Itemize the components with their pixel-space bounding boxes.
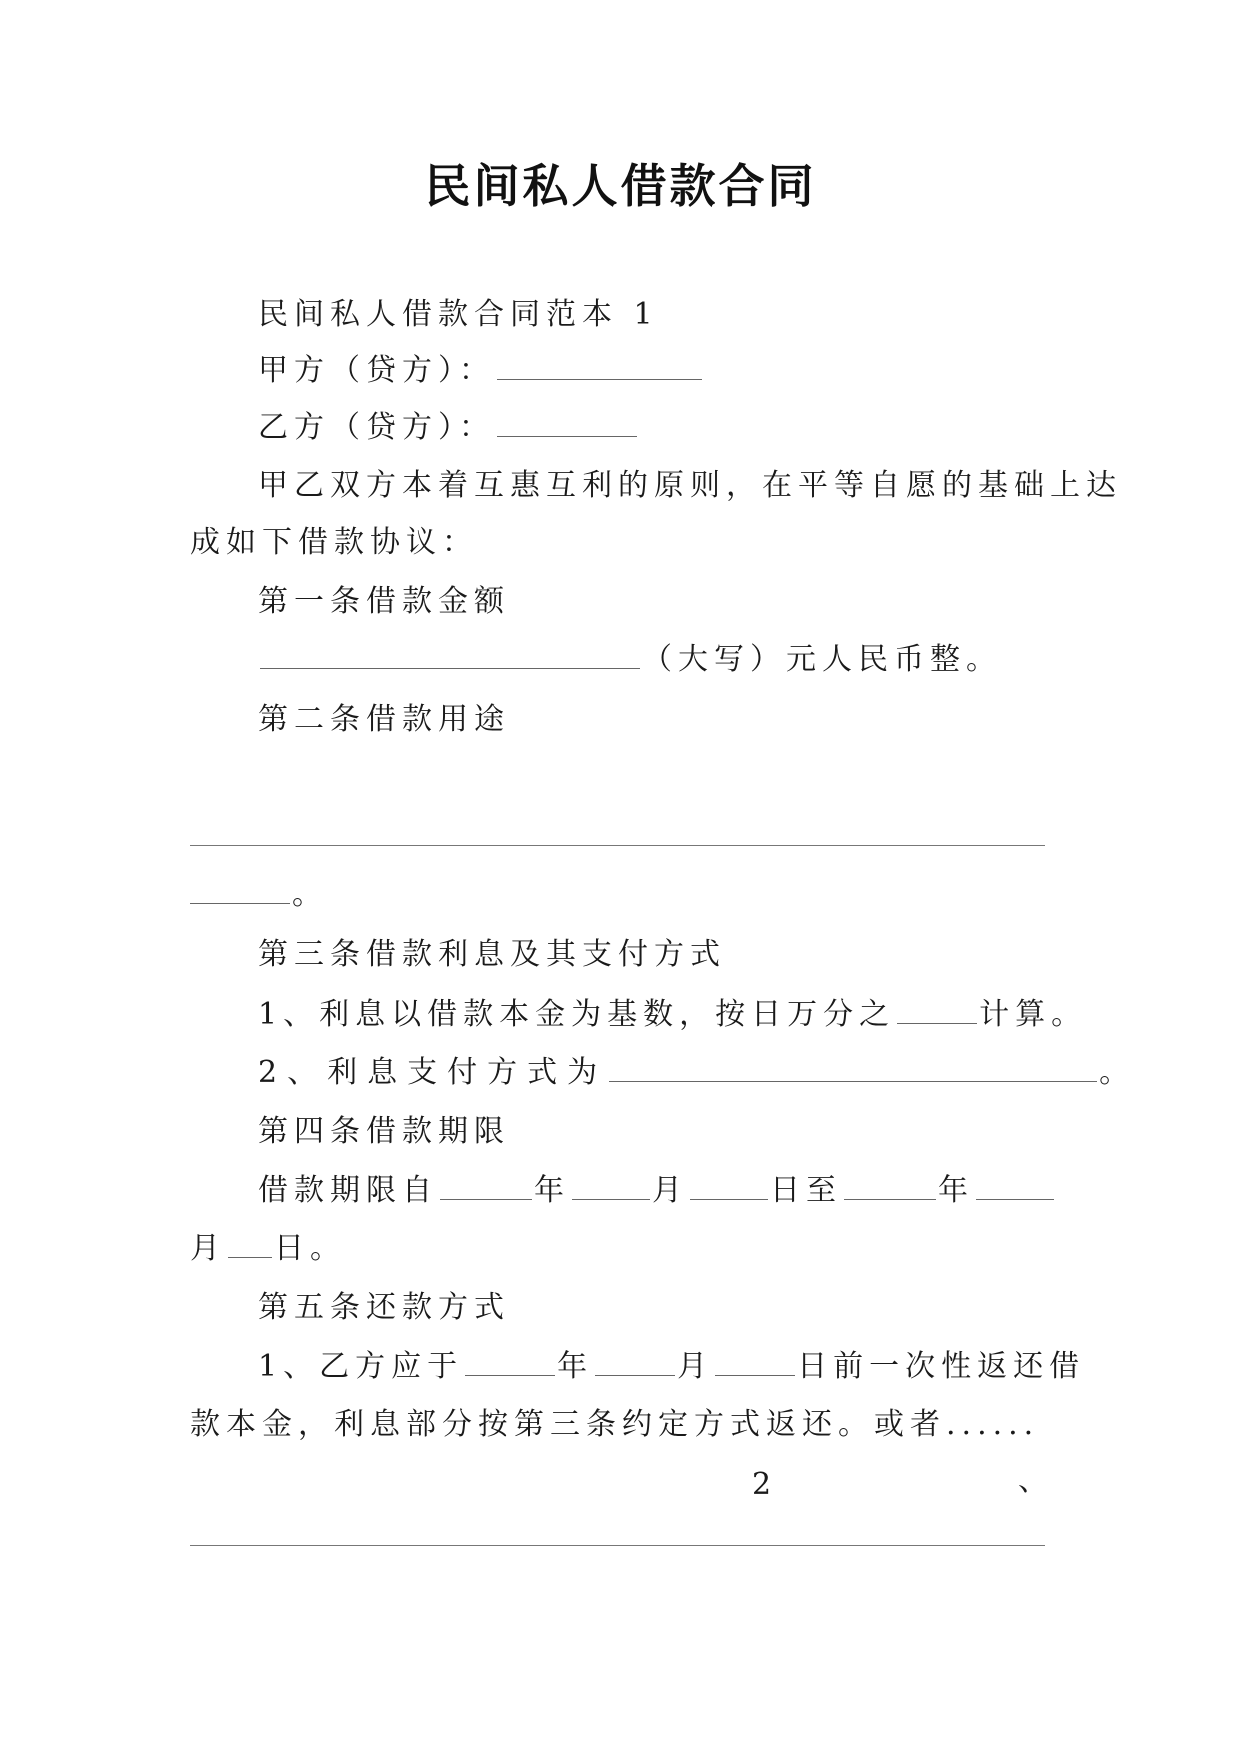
month-label: 月 (652, 1173, 688, 1208)
intro-paragraph-line2: 成如下借款协议： (190, 525, 478, 560)
article-1-title: 第一条借款金额 (258, 584, 510, 619)
amount-blank (260, 667, 640, 669)
repay-date-label: 1、乙方应于 (258, 1349, 464, 1384)
repay-year-label: 年 (557, 1349, 594, 1384)
end-month-blank-partial (976, 1198, 1054, 1200)
repay-lump-sum-text: 日前一次性返还借 (797, 1349, 1086, 1384)
article-5-title: 第五条还款方式 (258, 1290, 510, 1325)
end-year-label: 年 (938, 1173, 974, 1208)
article-4-title: 第四条借款期限 (258, 1114, 510, 1149)
article-4-term-line1 (258, 1173, 1056, 1208)
payment-method-end: 。 (1099, 1055, 1140, 1090)
party-a-line (258, 353, 704, 388)
template-subtitle: 民间私人借款合同范本 1 (258, 297, 659, 332)
purpose-blank-line2 (190, 877, 328, 912)
year-label: 年 (534, 1173, 570, 1208)
end-year-blank (844, 1198, 936, 1200)
article-1-amount-line (258, 642, 1002, 677)
payment-method-label: 2、利息支付方式为 (258, 1055, 608, 1090)
purpose-blank-rule (190, 845, 1045, 846)
start-month-blank (572, 1198, 650, 1200)
term-start-label: 借款期限自 (258, 1173, 438, 1208)
repay-month-label: 月 (677, 1349, 714, 1384)
party-b-blank (497, 435, 637, 437)
item-2-blank-rule (190, 1545, 1045, 1546)
interest-rate-label: 1、利息以借款本金为基数，按日万分之 (258, 997, 896, 1032)
start-day-blank (690, 1198, 768, 1200)
end-day-blank (228, 1256, 272, 1258)
repay-day-blank (715, 1374, 795, 1376)
interest-rate-suffix: 计算。 (979, 997, 1088, 1032)
amount-text: （大写）元人民币整。 (642, 642, 1002, 677)
article-3-item-2 (258, 1055, 1140, 1090)
start-year-blank (440, 1198, 532, 1200)
repay-year-blank (465, 1374, 555, 1376)
intro-paragraph-line1: 甲乙双方本着互惠互利的原则，在平等自愿的基础上达 (258, 468, 1122, 503)
party-a-label: 甲方（贷方）： (258, 353, 495, 388)
repay-month-blank (595, 1374, 675, 1376)
document-title: 民间私人借款合同 (424, 159, 817, 213)
article-5-item-1-line1 (258, 1349, 1086, 1384)
party-b-line (258, 410, 639, 445)
article-3-item-1 (258, 997, 1088, 1032)
interest-rate-blank (897, 1022, 977, 1024)
article-5-item-1-line2: 款本金，利息部分按第三条约定方式返还。或者...... (190, 1407, 1040, 1442)
article-4-term-line2 (190, 1231, 346, 1266)
end-day-label: 日。 (274, 1231, 346, 1266)
article-5-item-2-number: 2 (752, 1467, 778, 1502)
purpose-end-mark: 。 (292, 877, 328, 912)
article-2-title: 第二条借款用途 (258, 702, 510, 737)
article-5-item-2-separator: 、 (1018, 1463, 1054, 1498)
article-3-title: 第三条借款利息及其支付方式 (258, 937, 726, 972)
payment-method-blank (609, 1080, 1097, 1082)
day-to-label: 日至 (770, 1173, 842, 1208)
party-b-label: 乙方（贷方）： (258, 410, 495, 445)
end-month-label: 月 (190, 1231, 226, 1266)
purpose-blank-short (190, 902, 290, 904)
party-a-blank (497, 378, 702, 380)
